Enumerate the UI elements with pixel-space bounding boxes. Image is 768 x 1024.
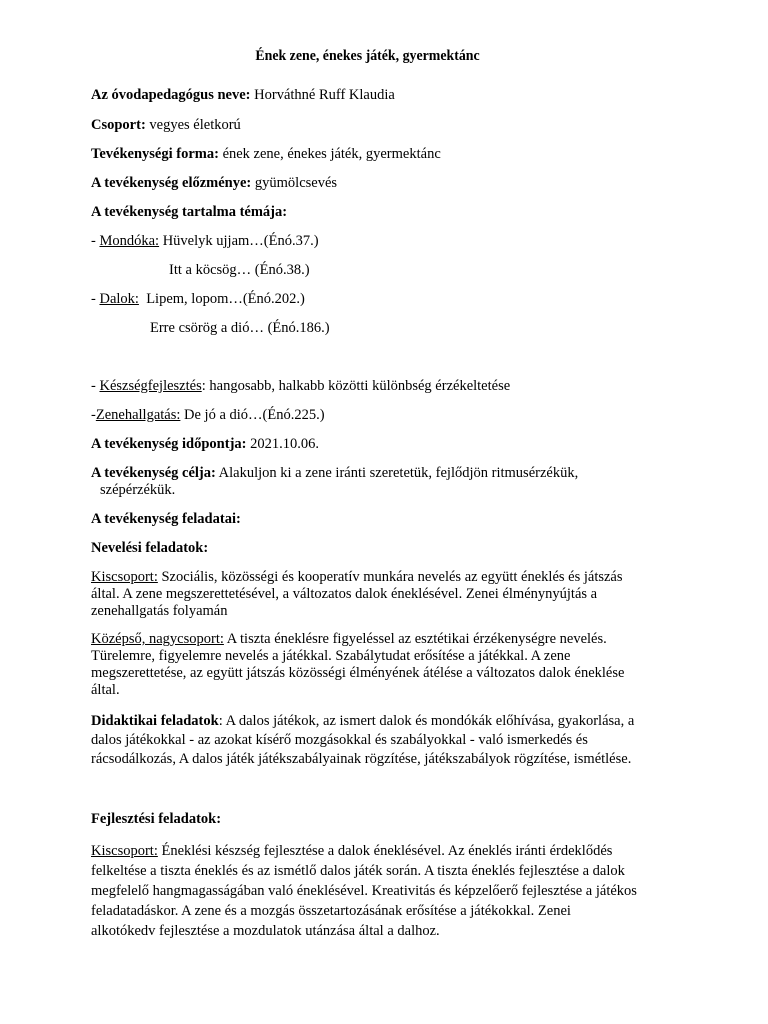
listening-value: De jó a dió…(Énó.225.) [180, 407, 325, 423]
content-heading [91, 204, 287, 221]
rhymes-item-2: Itt a köcsög… (Énó.38.) [169, 262, 310, 278]
skills-value: : hangosabb, halkabb közötti különbség érzékeltetése [201, 378, 511, 394]
rhymes-label: Mondóka: [99, 233, 160, 249]
songs-item-1: Lipem, lopom…(Énó.202.) [146, 291, 305, 307]
rhymes-item-1: Hüvelyk ujjam…(Énó.37.) [162, 233, 319, 249]
skills-prefix: - [91, 378, 100, 394]
goal-line [91, 465, 578, 482]
goal-label: A tevékenység célja: [91, 465, 216, 481]
content-heading-text: A tevékenység tartalma témája: [91, 204, 288, 220]
mid-group-line-1 [91, 631, 607, 648]
dev-small-group-line-3: megfelelő hangmagasságában való éneklésével. Kreativitás és képzelőerő fejlesztése a játékos [91, 883, 637, 899]
date-value: 2021.10.06. [250, 436, 319, 452]
songs-item-2: Erre csörög a dió… (Énó.186.) [150, 320, 330, 336]
skills-line [91, 378, 510, 395]
songs-label: Dalok: [99, 291, 139, 307]
development-heading-text: Fejlesztési feladatok: [91, 811, 222, 827]
rhymes-prefix: - [91, 233, 100, 249]
tasks-heading [91, 511, 241, 528]
group-label: Csoport: [91, 117, 146, 133]
mid-group-label: Középső, nagycsoport: [91, 631, 224, 647]
date-label: A tevékenység időpontja: [91, 436, 247, 452]
form-label: Tevékenységi forma: [91, 146, 219, 162]
antecedent-value: gyümölcsevés [254, 175, 338, 191]
development-heading [91, 811, 221, 828]
dev-small-group-line-5: alkotókedv fejlesztése a mozdulatok utánzása által a dalhoz. [91, 923, 440, 939]
dev-small-group-line-2: felkeltése a tiszta éneklés és az ismétlő dalos játék során. A tiszta éneklés fejlesztése a dalok [91, 863, 625, 879]
didactic-line-1 [91, 713, 634, 730]
dev-small-group-line-4: feladatadáskor. A zene és a mozgás összetartozásának erősítése a játékokkal. Zenei [91, 903, 571, 919]
form-line [91, 146, 441, 163]
teacher-line [91, 87, 395, 104]
listening-label: Zenehallgatás: [95, 407, 181, 423]
small-group-line-2: által. A zene megszerettetésével, a változatos dalok éneklésével. Zenei élménynyújtás a [91, 586, 598, 602]
education-heading [91, 540, 208, 557]
goal-value-2: szépérzékük. [100, 482, 176, 498]
dev-small-group-label: Kiscsoport: [91, 843, 158, 859]
date-line [91, 436, 319, 453]
rhymes-line [91, 233, 319, 250]
mid-group-line-3: megszerettetése, az együtt játszás közösségi élményének átélése a változatos dalok éneklése [91, 665, 625, 681]
listening-line [91, 407, 325, 424]
songs-prefix: - [91, 291, 100, 307]
small-group-text-1: Szociális, közösségi és kooperatív munkára nevelés az együtt éneklés és játszás [157, 569, 623, 585]
education-heading-text: Nevelési feladatok: [91, 540, 209, 556]
skills-label: Készségfejlesztés [99, 378, 202, 394]
didactic-line-3: rácsodálkozás, A dalos játék játékszabályainak rögzítése, játékszabályok rögzítése, ismétlése. [91, 751, 632, 767]
dev-small-group-line-1 [91, 843, 612, 860]
page-title: Ének zene, énekes játék, gyermektánc [255, 48, 480, 64]
listening-prefix: - [91, 407, 96, 423]
mid-group-line-2: Türelemre, figyelemre nevelés a játékkal. Szabálytudat erősítése a játékkal. A zene [91, 648, 571, 664]
antecedent-label: A tevékenység előzménye: [91, 175, 252, 191]
small-group-line-1 [91, 569, 623, 586]
group-line [91, 117, 241, 134]
dev-small-group-text-1: Éneklési készség fejlesztése a dalok éneklésével. Az éneklés iránti érdeklődés [157, 843, 613, 859]
form-value: ének zene, énekes játék, gyermektánc [222, 146, 441, 162]
didactic-label: Didaktikai feladatok [91, 713, 219, 729]
teacher-label: Az óvodapedagógus neve: [91, 87, 251, 103]
small-group-label: Kiscsoport: [91, 569, 158, 585]
goal-value: Alakuljon ki a zene iránti szeretetük, fejlődjön ritmusérzékük, [218, 465, 579, 481]
didactic-text-1: : A dalos játékok, az ismert dalok és mondókák előhívása, gyakorlása, a [218, 713, 635, 729]
didactic-line-2: dalos játékokkal - az azokat kísérő mozgásokkal és szabályokkal - való ismerkedés és [91, 732, 588, 748]
mid-group-line-4: által. [91, 682, 120, 698]
small-group-line-3: zenehallgatás folyamán [91, 603, 228, 619]
tasks-heading-text: A tevékenység feladatai: [91, 511, 241, 527]
songs-line [91, 291, 305, 308]
group-value: vegyes életkorú [149, 117, 241, 133]
teacher-value: Horváthné Ruff Klaudia [254, 87, 395, 103]
mid-group-text-1: A tiszta éneklésre figyeléssel az esztétikai érzékenységre nevelés. [223, 631, 607, 647]
antecedent-line [91, 175, 337, 192]
